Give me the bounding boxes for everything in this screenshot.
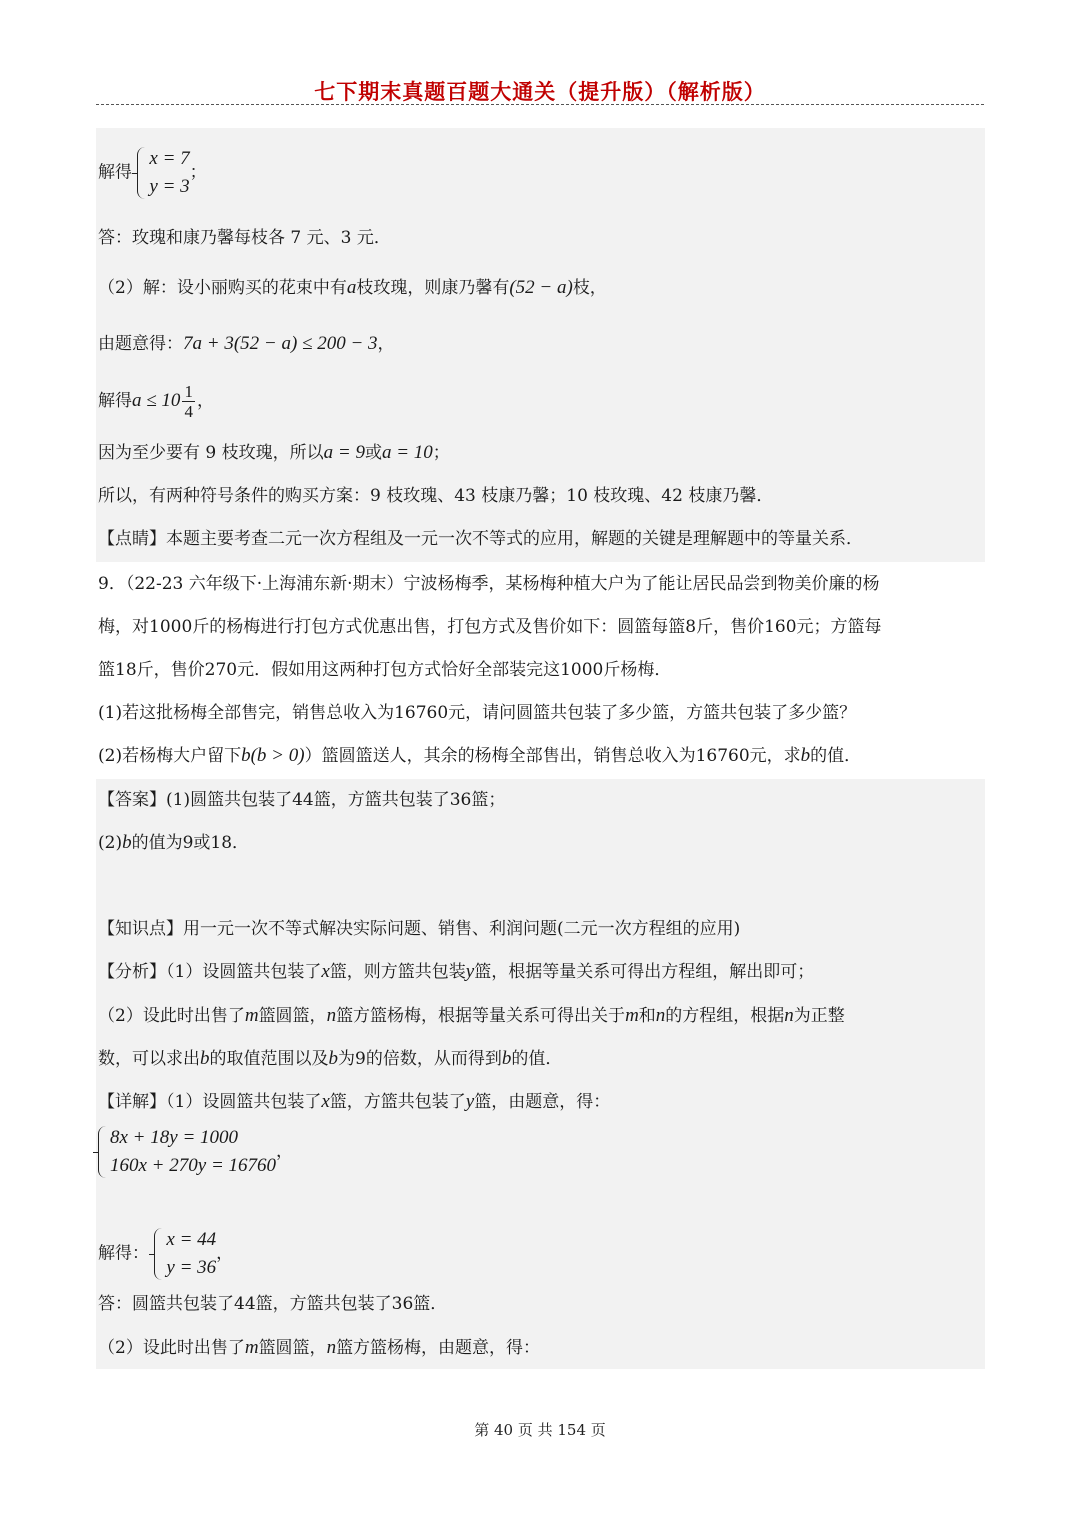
equation-system-line: 8x + 18y = 1000 160x + 270y = 16760 ， [98, 1124, 293, 1180]
solution-line: 解得 x = 7 y = 3 ； [98, 145, 207, 201]
solution-line: 由题意得：7a + 3(52 − a) ≤ 200 − 3， [98, 333, 395, 354]
detail-line: （2）设此时出售了m篮圆篮，n篮方篮杨梅，由题意，得： [98, 1337, 541, 1358]
question-9-part1: (1)若这批杨梅全部售完，销售总收入为16760元，请问圆篮共包装了多少篮，方篮共包装了多少篮？ [98, 703, 857, 723]
detail-line: 【详解】（1）设圆篮共包装了x篮，方篮共包装了y篮，由题意，得： [98, 1091, 611, 1112]
page-number-footer: 第 40 页 共 154 页 [474, 1421, 606, 1439]
solution-line: 因为至少要有 9 枝玫瑰，所以a = 9或a = 10； [98, 442, 450, 463]
equation-system: 8x + 18y = 1000 160x + 270y = 16760 [98, 1124, 276, 1180]
detail-line: 解得： x = 44 y = 36 ， [98, 1226, 233, 1282]
equation-system: x = 44 y = 36 [154, 1226, 216, 1282]
document-header-title: 七下期末真题百题大通关（提升版）（解析版） [314, 80, 766, 104]
fraction: $\frac{1}{4}$ [184, 382, 193, 421]
solution-line: 所以，有两种符号条件的购买方案：9 枝玫瑰、43 枝康乃馨；10 枝玫瑰、42 枝康乃馨． [98, 486, 774, 506]
analysis-line: 数，可以求出b的取值范围以及b为9的倍数，从而得到b的值． [98, 1048, 563, 1069]
knowledge-point: 【知识点】用一元一次不等式解决实际问题、销售、利润问题(二元一次方程组的应用) [98, 919, 741, 939]
solution-line: （2）解：设小丽购买的花束中有a枝玫瑰，则康乃馨有(52 − a)枝， [98, 277, 607, 298]
question-9-text: 9．（22-23 六年级下·上海浦东新·期末）宁波杨梅季，某杨梅种植大户为了能让居民品尝到物美价廉的杨 [98, 574, 880, 594]
question-9-text: 篮18斤，售价270元．假如用这两种打包方式恰好全部装完这1000斤杨梅． [98, 660, 672, 680]
header-divider [96, 104, 984, 105]
solution-line: 答：玫瑰和康乃馨每枝各 7 元、3 元． [98, 228, 391, 248]
answer-line: 【答案】(1)圆篮共包装了44篮，方篮共包装了36篮； [98, 790, 506, 810]
answer-line: (2)b的值为9或18． [98, 832, 250, 853]
question-9-part2: (2)若杨梅大户留下b(b > 0)）篮圆篮送人，其余的杨梅全部售出，销售总收入为16760元，求b的值． [98, 745, 862, 766]
question-9-text: 梅，对1000斤的杨梅进行打包方式优惠出售，打包方式及售价如下：圆篮每篮8斤，售价160元；方篮每 [98, 617, 882, 637]
detail-line: 答：圆篮共包装了44篮，方篮共包装了36篮． [98, 1294, 448, 1314]
solution-line: 解得a ≤ 10 $\frac{1}{4}$ ， [98, 382, 214, 421]
equation-system: x = 7 y = 3 [137, 145, 189, 201]
analysis-line: 【分析】（1）设圆篮共包装了x篮，则方篮共包装y篮，根据等量关系可得出方程组，解出即可； [98, 961, 815, 982]
key-point-line: 【点睛】本题主要考查二元一次方程组及一元一次不等式的应用，解题的关键是理解题中的等量关系． [98, 529, 863, 549]
analysis-line: （2）设此时出售了m篮圆篮，n篮方篮杨梅，根据等量关系可得出关于m和n的方程组，根据n为正整 [98, 1005, 845, 1026]
